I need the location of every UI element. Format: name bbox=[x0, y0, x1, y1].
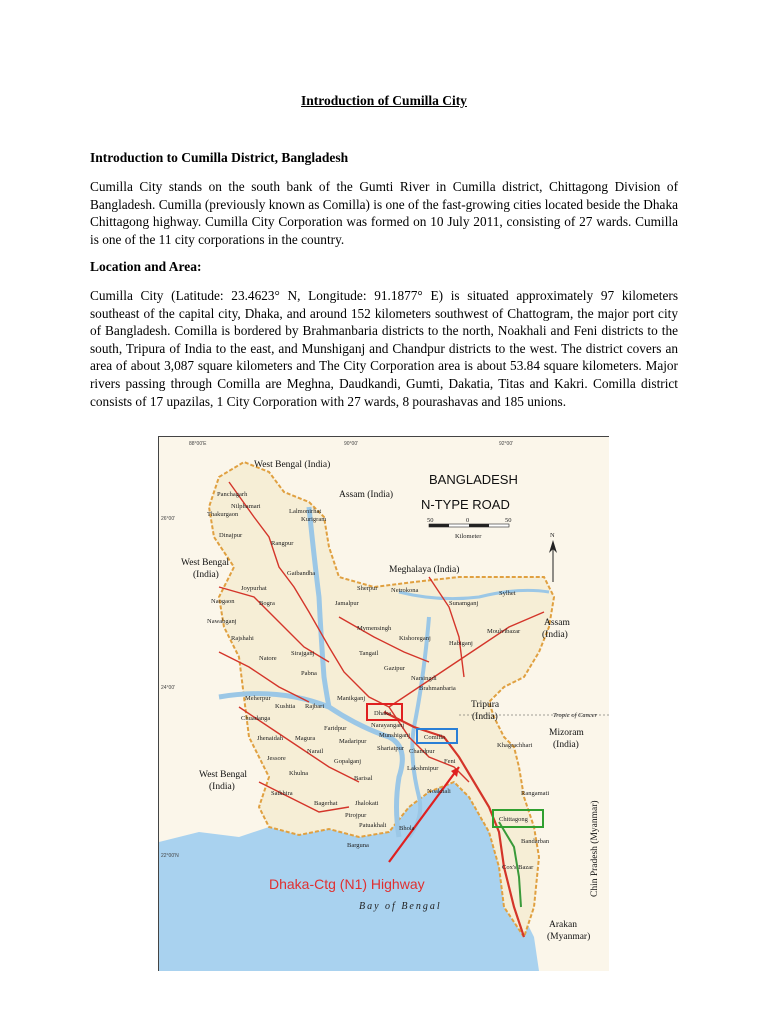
region-assam-right-2: (India) bbox=[542, 630, 568, 640]
place-bandarban: Bandarban bbox=[521, 838, 550, 845]
place-gopalganj: Gopalganj bbox=[334, 758, 362, 765]
coord-top-1: 88°00'E bbox=[189, 441, 207, 447]
place-bogra: Bogra bbox=[259, 600, 275, 607]
region-meghalaya: Meghalaya (India) bbox=[389, 565, 460, 575]
place-meherpur: Meherpur bbox=[245, 695, 271, 702]
place-bhola: Bhola bbox=[399, 825, 415, 832]
bangladesh-road-map bbox=[158, 436, 609, 971]
place-gazipur: Gazipur bbox=[384, 665, 405, 672]
place-narail: Narail bbox=[307, 748, 324, 755]
place-dinajpur: Dinajpur bbox=[219, 532, 243, 539]
page-title: Introduction of Cumilla City bbox=[301, 93, 467, 108]
scale-unit: Kilometer bbox=[455, 533, 482, 540]
place-khulna: Khulna bbox=[289, 770, 309, 777]
north-arrow-icon bbox=[549, 540, 557, 582]
place-chandpur: Chandpur bbox=[409, 748, 435, 755]
place-jamalpur: Jamalpur bbox=[335, 600, 359, 607]
region-west-bengal-bottom-2: (India) bbox=[209, 782, 235, 792]
place-natore: Natore bbox=[259, 655, 277, 662]
map-figure bbox=[159, 437, 609, 971]
region-west-bengal-left-2: (India) bbox=[193, 570, 219, 580]
region-chin: Chin Pradesh (Myanmar) bbox=[590, 800, 600, 897]
location-paragraph: Cumilla City (Latitude: 23.4623° N, Longitude: 91.1877° E) is situated approximately 97 kilometers southeast of the capital city, Dhaka, and around 152 kilometers southwest of Chattogram, the major port city of Bangladesh. Comilla is bordered by Brahmanbaria districts to the north, Noakhali and Feni districts to the south, Tripura of India to the east, and Munshiganj and Chandpur districts to the west. The district covers an area of about 3,087 square kilometers and The City Corporation area is about 53.84 square kilometers. Major rivers passing through Comilla are Meghna, Daudkandi, Gumti, Dakatia, Titas and Kakri. Comilla district consists of 17 upazilas, 1 City Corporation with 27 wards, 8 pourashavas and 185 unions. bbox=[90, 288, 678, 409]
place-sherpur: Sherpur bbox=[357, 585, 378, 592]
place-sirajganj: Sirajganj bbox=[291, 650, 315, 657]
place-noakhali: Noakhali bbox=[427, 788, 451, 795]
coord-top-2: 90°00' bbox=[344, 441, 359, 447]
place-netrokona: Netrokona bbox=[391, 587, 419, 594]
bay-label: Bay of Bengal bbox=[359, 901, 442, 912]
place-khagrachhari: Khagrachhari bbox=[497, 742, 533, 749]
place-rajbari: Rajbari bbox=[305, 703, 325, 710]
place-manikganj: Manikganj bbox=[337, 695, 366, 702]
place-narayanganj: Narayanganj bbox=[371, 722, 405, 729]
coord-left-3: 22°00'N bbox=[161, 853, 179, 859]
place-jessore: Jessore bbox=[267, 755, 286, 762]
place-rangamati: Rangamati bbox=[521, 790, 550, 797]
place-patuakhali: Patuakhali bbox=[359, 822, 387, 829]
place-jhenaidah: Jhenaidah bbox=[257, 735, 283, 742]
intro-paragraph: Cumilla City stands on the south bank of the Gumti River in Cumilla district, Chittagong Division of Bangladesh. Cumilla (previously known as Comilla) is one of the fast-growing cities located beside the Dhaka Chittagong highway. Cumilla City Corporation was formed on 10 July 2011, consisting of 27 wards. Cumilla is one of the 11 city corporations in the country. bbox=[90, 179, 678, 247]
place-nilphamari: Nilphamari bbox=[231, 503, 261, 510]
section-heading: Introduction to Cumilla District, Bangladesh bbox=[90, 150, 349, 165]
place-chittagong: Chittagong bbox=[499, 816, 528, 823]
place-rangpur: Rangpur bbox=[271, 540, 294, 547]
scale-label-3: 50 bbox=[505, 517, 512, 524]
place-kurigram: Kurigram bbox=[301, 516, 327, 523]
place-jhalokati: Jhalokati bbox=[355, 800, 379, 807]
place-comilla: Comilla bbox=[424, 734, 445, 741]
place-moulvibazar: Moulvibazar bbox=[487, 628, 521, 635]
highway-label: Dhaka-Ctg (N1) Highway bbox=[269, 876, 425, 892]
place-bagerhat: Bagerhat bbox=[314, 800, 338, 807]
place-coxs-bazar: Cox's Bazar bbox=[502, 864, 534, 871]
region-west-bengal-top: West Bengal (India) bbox=[254, 460, 331, 470]
region-mizoram-2: (India) bbox=[553, 740, 579, 750]
region-west-bengal-bottom-1: West Bengal bbox=[199, 770, 248, 780]
location-heading: Location and Area: bbox=[90, 259, 202, 274]
place-munshiganj: Munshiganj bbox=[379, 732, 411, 739]
region-assam-top: Assam (India) bbox=[339, 490, 394, 500]
place-sylhet: Sylhet bbox=[499, 590, 516, 597]
tropic-label: Tropic of Cancer bbox=[553, 712, 598, 719]
place-magura: Magura bbox=[295, 735, 316, 742]
place-feni: Feni bbox=[444, 758, 456, 765]
place-kishoreganj: Kishoreganj bbox=[399, 635, 431, 642]
place-narsingdi: Narsingdi bbox=[411, 675, 437, 682]
place-rajshahi: Rajshahi bbox=[231, 635, 254, 642]
place-dhaka: Dhaka bbox=[374, 710, 391, 717]
place-tangail: Tangail bbox=[359, 650, 379, 657]
region-mizoram-1: Mizoram bbox=[549, 728, 584, 738]
north-label: N bbox=[550, 532, 555, 539]
place-thakurgaon: Thakurgaon bbox=[207, 511, 239, 518]
coord-left-2: 24°00' bbox=[161, 685, 176, 691]
place-barisal: Barisal bbox=[354, 775, 373, 782]
place-lakshmipur: Lakshmipur bbox=[407, 765, 439, 772]
place-lalmonirhat: Lalmonirhat bbox=[289, 508, 322, 515]
place-satkhira: Satkhira bbox=[271, 790, 293, 797]
place-panchagarh: Panchagarh bbox=[217, 491, 248, 498]
region-west-bengal-left-1: West Bengal bbox=[181, 558, 230, 568]
region-arakan-2: (Myanmar) bbox=[547, 932, 591, 942]
place-kushtia: Kushtia bbox=[275, 703, 296, 710]
place-habiganj: Habiganj bbox=[449, 640, 473, 647]
place-naogaon: Naogaon bbox=[211, 598, 235, 605]
place-sunamganj: Sunamganj bbox=[449, 600, 479, 607]
place-chuadanga: Chuadanga bbox=[241, 715, 271, 722]
place-pabna: Pabna bbox=[301, 670, 317, 677]
coord-top-3: 92°00' bbox=[499, 441, 514, 447]
place-mymensingh: Mymensingh bbox=[357, 625, 392, 632]
place-barguna: Barguna bbox=[347, 842, 369, 849]
scale-label-1: 50 bbox=[427, 517, 434, 524]
map-title-line2: N-TYPE ROAD bbox=[421, 497, 510, 512]
map-title-line1: BANGLADESH bbox=[429, 472, 518, 487]
place-madaripur: Madaripur bbox=[339, 738, 367, 745]
region-arakan-1: Arakan bbox=[549, 920, 577, 930]
region-assam-right-1: Assam bbox=[544, 618, 570, 628]
region-tripura-1: Tripura bbox=[471, 700, 500, 710]
scale-bar bbox=[429, 524, 509, 527]
place-gaibandha: Gaibandha bbox=[287, 570, 316, 577]
place-brahmanbaria: Brahmanbaria bbox=[419, 685, 456, 692]
coord-left-1: 26°00' bbox=[161, 516, 176, 522]
place-joypurhat: Joypurhat bbox=[241, 585, 267, 592]
region-tripura-2: (India) bbox=[472, 712, 498, 722]
place-pirojpur: Pirojpur bbox=[345, 812, 367, 819]
place-faridpur: Faridpur bbox=[324, 725, 347, 732]
place-shariatpur: Shariatpur bbox=[377, 745, 405, 752]
place-nawabganj: Nawabganj bbox=[207, 618, 237, 625]
scale-label-2: 0 bbox=[466, 517, 470, 524]
